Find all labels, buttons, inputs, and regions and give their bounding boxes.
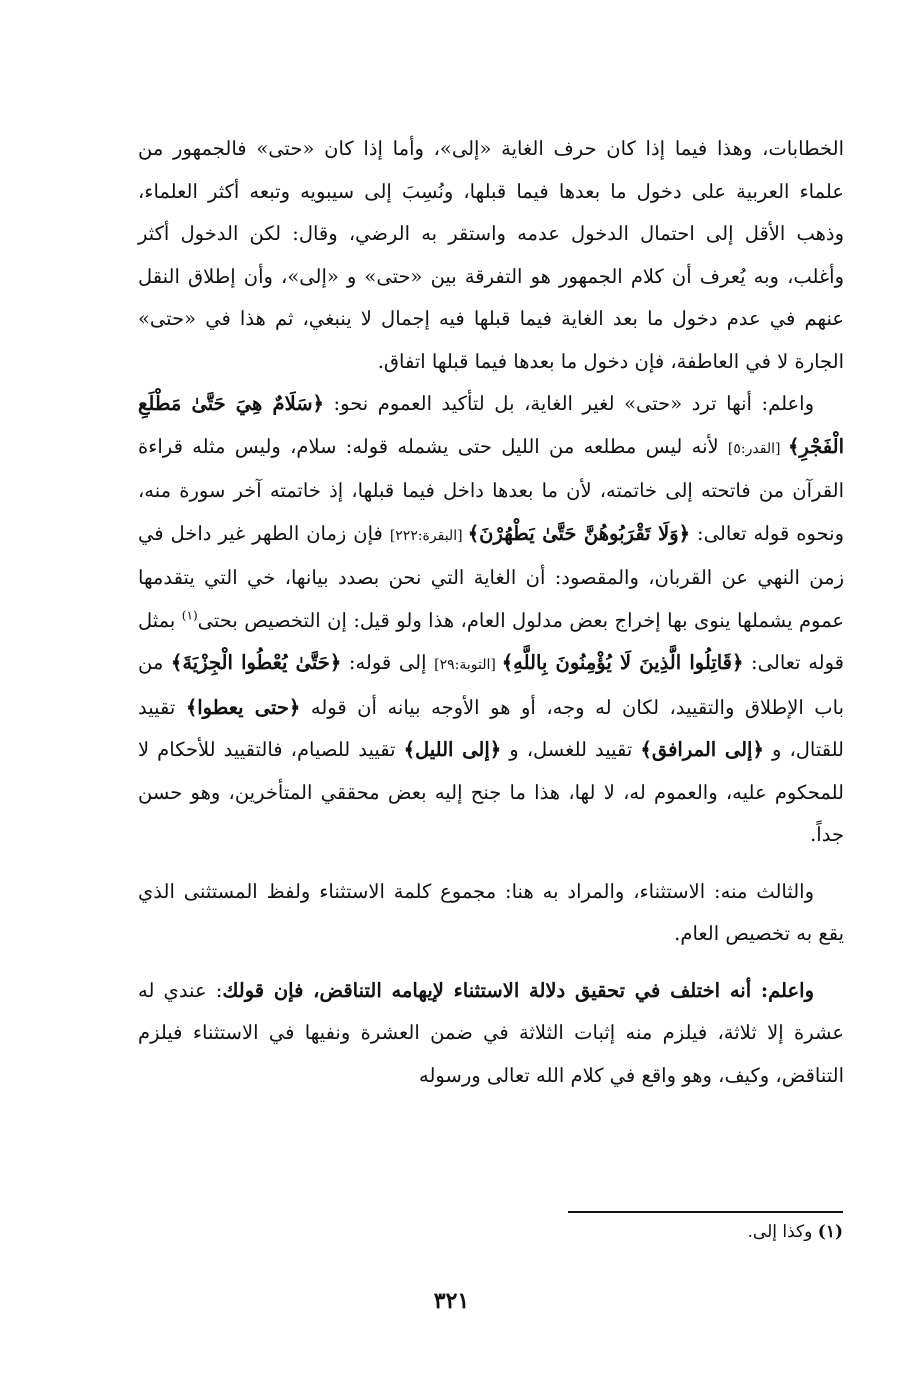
page-number: ٣٢١: [433, 1288, 470, 1314]
paragraph: [138, 383, 844, 857]
text-segment: تقييد للقتال، و: [138, 695, 844, 761]
verse-reference: [البقرة:٢٢٢]: [389, 527, 468, 544]
text-segment: والثالث منه: الاستثناء، والمراد به هنا: مجموع كلمة الاستثناء ولفظ المستثنى الذي يقع به تخصيص العام.: [138, 879, 844, 945]
paragraph: [138, 970, 844, 1098]
main-text: [138, 128, 844, 1097]
verse-reference: [التوبة:٢٩]: [434, 657, 502, 673]
paragraph: [138, 128, 844, 383]
text-segment: : عندي له عشرة إلا ثلاثة، فيلزم منه إثبات الثلاثة في ضمن العشرة ونفيها في الاستثناء فيلزم التناقض، وكيف، وهو واقع في كلام الله تعالى ورسوله: [138, 978, 844, 1087]
quran-verse: ﴿حَتَّىٰ يُعْطُوا الْجِزْيَةَ﴾: [170, 651, 342, 674]
text-segment: لأنه ليس مطلعه من الليل حتى يشمله قوله: سلام، وليس مثله قراءة القرآن من فاتحته إلى خاتمته، لأن ما بعدها داخل فيما قبلها، إذ خاتمته آخر سورة منه، ونحوه قوله تعالى:: [138, 434, 844, 545]
quran-verse: ﴿وَلَا تَقْرَبُوهُنَّ حَتَّىٰ يَطْهُرْنَ﴾: [467, 521, 691, 545]
text-segment: من باب الإطلاق والتقييد، لكان له وجه، أو هو الأوجه بيانه أن قوله: [138, 651, 844, 719]
quran-verse: ﴿إلى المرافق﴾: [640, 738, 764, 761]
quran-verse: ﴿إلى الليل﴾: [403, 738, 502, 761]
text-segment: تقييد للغسل، و: [501, 738, 641, 761]
text-segment: بمثل قوله تعالى:: [138, 608, 844, 674]
footnote: [137, 1222, 843, 1242]
text-segment: الخطابات، وهذا فيما إذا كان حرف الغاية «إلى»، وأما إذا كان «حتى» فالجمهور من علماء العربية على دخول ما بعدها فيما قبلها، ونُسِبَ إلى سيبويه وتبعه أكثر العلماء، وذهب الأقل إلى احتمال الدخول عدمه واستقر به الرضي، وقال: لكن الدخول أكثر وأغلب، وبه يُعرف أن كلام الجمهور هو التفرقة بين «حتى» و «إلى»، وأن إطلاق النقل عنهم في عدم دخول ما بعد الغاية فيما قبلها فيه إجمال لا ينبغي، ثم هذا في «حتى» الجارة لا في العاطفة، فإن دخول ما بعدها فيما قبلها اتفاق.: [138, 137, 844, 373]
text-segment: تقييد للصيام، فالتقييد للأحكام لا للمحكوم عليه، والعموم له، لا لها، هذا ما جنح إليه بعض محققي المتأخرين، وهو حسن جداً.: [138, 738, 844, 846]
paragraph: [138, 871, 844, 956]
quran-verse: ﴿سَلَامٌ هِيَ حَتَّىٰ مَطْلَعِ الْفَجْرِ﴾: [138, 392, 844, 458]
text-segment: واعلم: أنها ترد «حتى» لغير الغاية، بل لتأكيد العموم نحو:: [323, 392, 814, 415]
footnote-number: (١): [817, 1222, 843, 1242]
quran-verse: واعلم: أنه اختلف في تحقيق دلالة الاستثناء لإيهامه التناقض، فإن قولك: [222, 978, 814, 1002]
footnote-text: وكذا إلى.: [747, 1222, 818, 1242]
footnote-divider: [568, 1211, 843, 1213]
text-segment: فإن زمان الطهر غير داخل في زمن النهي عن القربان، والمقصود: أن الغاية التي نحن بصدد بيانها، خي التي يتقدمها عموم يشملها ينوى بها إخراج بعض مدلول العام، هذا ولو قيل: إن التخصيص بحتى: [138, 521, 844, 632]
quran-verse: ﴿حتى يعطوا﴾: [185, 695, 301, 719]
footnote-reference: (١): [181, 608, 198, 622]
text-segment: إلى قوله:: [341, 651, 435, 674]
quran-verse: ﴿قَاتِلُوا الَّذِينَ لَا يُؤْمِنُونَ بِاللَّهِ﴾: [501, 651, 744, 674]
verse-reference: [القدر:٥]: [727, 440, 788, 457]
